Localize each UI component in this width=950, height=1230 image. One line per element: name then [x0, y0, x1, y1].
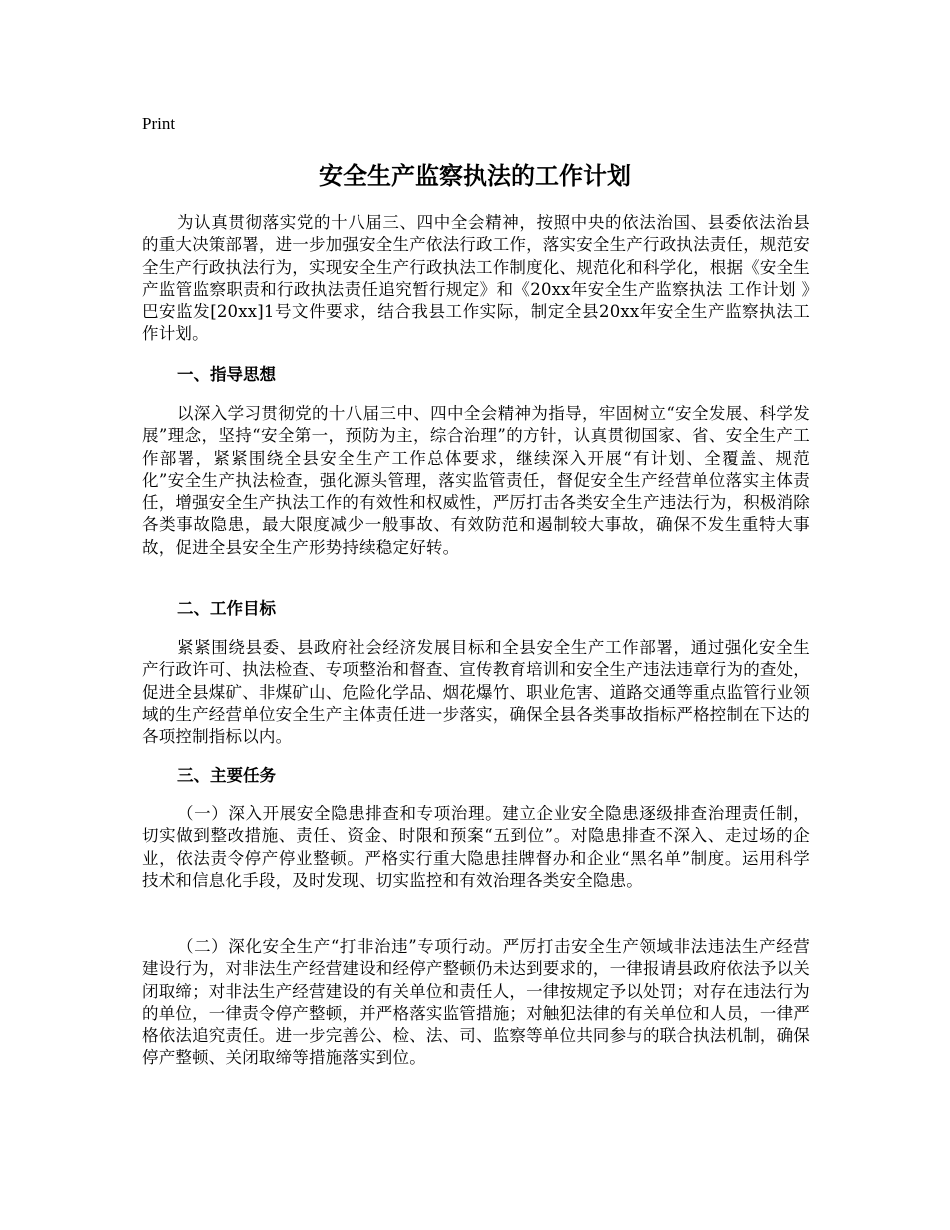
- section-heading-main-tasks: 三、主要任务: [177, 766, 276, 785]
- section-paragraph: （一）深入开展安全隐患排查和专项治理。建立企业安全隐患逐级排查治理责任制，切实做到整改措施、责任、资金、时限和预案“五到位”。对隐患排查不深入、走过场的企业，依法责令停产停业整顿。严格实行重大隐患挂牌督办和企业“黑名单”制度。运用科学技术和信息化手段，及时发现、切实监控和有效治理各类安全隐患。: [142, 804, 810, 890]
- section-paragraph: 以深入学习贯彻党的十八届三中、四中全会精神为指导，牢固树立“安全发展、科学发展”理念，坚持“安全第一，预防为主，综合治理”的方针，认真贯彻国家、省、安全生产工作部署，紧紧围绕全县安全生产工作总体要求，继续深入开展“有计划、全覆盖、规范化”安全生产执法检查，强化源头管理，落实监管责任，督促安全生产经营单位落实主体责任，增强安全生产执法工作的有效性和权威性，严厉打击各类安全生产违法行为，积极消除各类事故隐患，最大限度减少一般事故、有效防范和遏制较大事故，确保不发生重特大事故，促进全县安全生产形势持续稳定好转。: [142, 404, 810, 557]
- section-paragraph: （二）深化安全生产“打非治违”专项行动。严厉打击安全生产领域非法违法生产经营建设行为，对非法生产经营建设和经停产整顿仍未达到要求的，一律报请县政府依法予以关闭取缔；对非法生产经营建设的有关单位和责任人，一律按规定予以处罚；对存在违法行为的单位，一律责令停产整顿，并严格落实监管措施；对触犯法律的有关单位和人员，一律严格依法追究责任。进一步完善公、检、法、司、监察等单位共同参与的联合执法机制，确保停产整顿、关闭取缔等措施落实到位。: [142, 937, 810, 1068]
- section-heading-guiding-ideology: 一、指导思想: [177, 365, 276, 384]
- document-title: 安全生产监察执法的工作计划: [319, 161, 631, 190]
- section-heading-work-goals: 二、工作目标: [177, 599, 276, 618]
- print-label: Print: [142, 114, 176, 133]
- section-paragraph: 紧紧围绕县委、县政府社会经济发展目标和全县安全生产工作部署，通过强化安全生产行政许可、执法检查、专项整治和督查、宣传教育培训和安全生产违法违章行为的查处，促进全县煤矿、非煤矿山、危险化学品、烟花爆竹、职业危害、道路交通等重点监管行业领域的生产经营单位安全生产主体责任进一步落实，确保全县各类事故指标严格控制在下达的各项控制指标以内。: [142, 638, 810, 747]
- intro-paragraph: 为认真贯彻落实党的十八届三、四中全会精神，按照中央的依法治国、县委依法治县的重大决策部署，进一步加强安全生产依法行政工作，落实安全生产行政执法责任，规范安全生产行政执法行为，实现安全生产行政执法工作制度化、规范化和科学化，根据《安全生产监管监察职责和行政执法责任追究暂行规定》和《20xx年安全生产监察执法 工作计划 》巴安监发[20xx]1号文件要求，结合我县工作实际，制定全县20xx年安全生产监察执法工作计划。: [142, 213, 810, 344]
